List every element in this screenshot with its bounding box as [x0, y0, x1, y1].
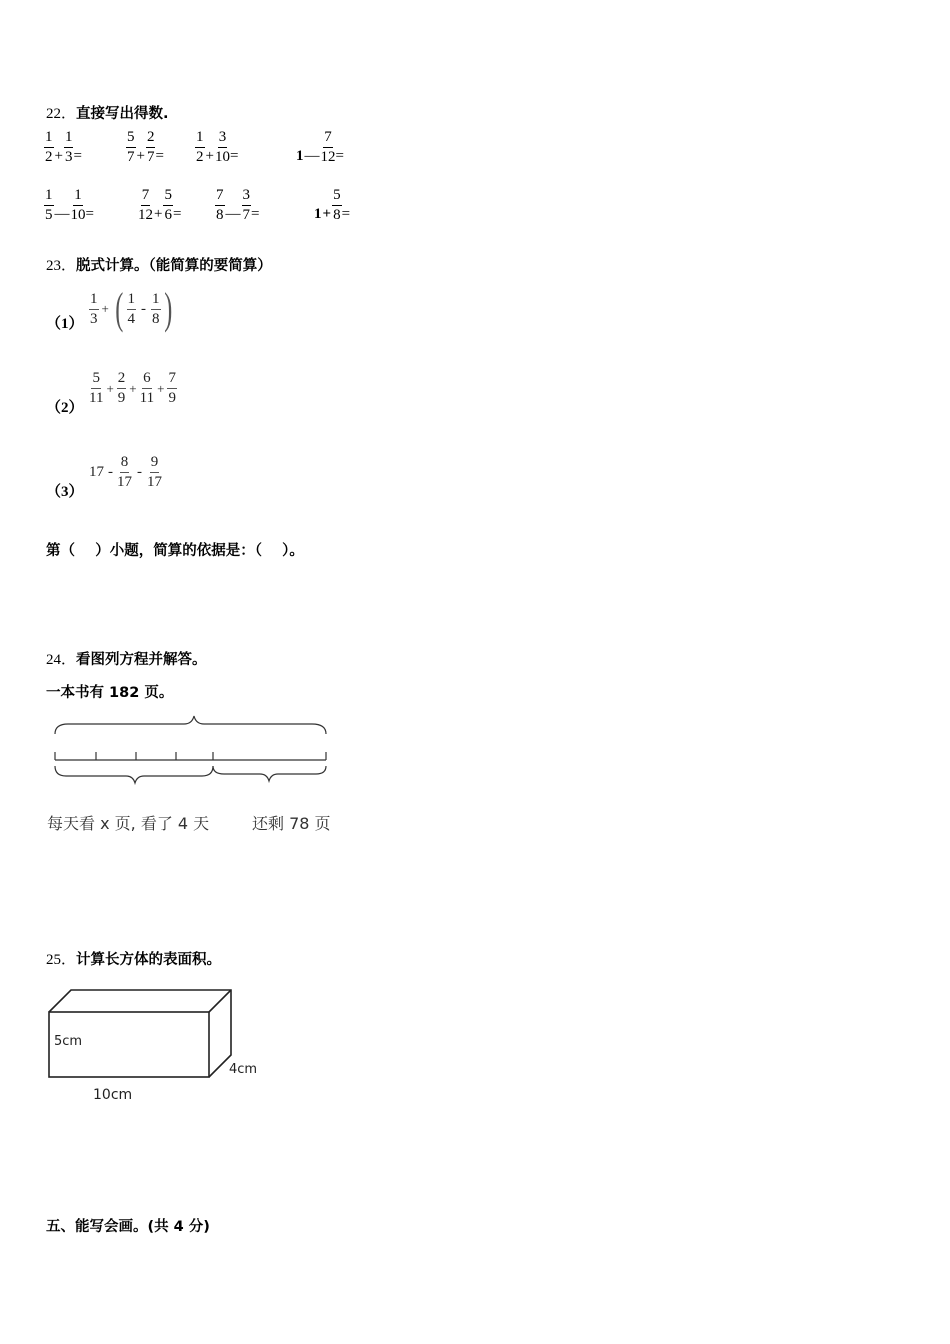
q22-r2-item2: $\frac{7}{12}$ + $\frac{5}{6}$ =: [138, 187, 182, 223]
q23-expr-1: $\frac{1}{3}$ + ( $\frac{1}{4}$ - $\frac{1}{8}$ ): [90, 284, 172, 333]
depth-label: 4cm: [229, 1062, 258, 1077]
q25-heading: [46, 948, 221, 969]
q23-heading: [46, 254, 272, 275]
total-brace: [55, 716, 326, 734]
q23-expr-2: $\frac{5}{11}$ + $\frac{2}{9}$ + $\frac{6}{11}$ + $\frac{7}{9}$: [89, 370, 176, 406]
q23-expr-3: 17 - $\frac{8}{17}$ - $\frac{9}{17}$: [89, 454, 162, 490]
q22-r2-item3: $\frac{7}{8}$ — $\frac{3}{7}$ =: [216, 187, 260, 223]
q22-r1-item1: $\frac{1}{2}$ + $\frac{1}{3}$ =: [45, 129, 82, 165]
q23-footer: 第（ ）小题，简算的依据是：（ ）。: [46, 543, 304, 559]
left-brace: [55, 766, 213, 783]
q24-statement: 一本书有 182 页。: [46, 685, 174, 701]
right-brace: [213, 766, 326, 781]
q22-r1-item3: $\frac{1}{2}$ + $\frac{3}{10}$ =: [196, 129, 239, 165]
q23-number: 23．: [46, 258, 77, 274]
q23-label-1: （1）: [46, 316, 84, 332]
q22-title: 直接写出得数.: [76, 106, 169, 122]
q24-number: 24．: [46, 652, 77, 668]
q22-number: 22．: [46, 106, 77, 122]
q22-heading: [46, 102, 169, 123]
q24-heading: [46, 648, 207, 669]
caption-left: 每天看 x 页, 看了 4 天: [47, 814, 210, 833]
segment-diagram: [46, 712, 336, 792]
height-label: 5cm: [54, 1034, 83, 1049]
q22-r2-item1: $\frac{1}{5}$ — $\frac{1}{10}$ =: [45, 187, 94, 223]
q25-number: 25．: [46, 952, 77, 968]
q24-title: 看图列方程并解答。: [76, 652, 207, 668]
q23-title: 脱式计算。（能简算的要简算）: [76, 258, 272, 274]
q25-title: 计算长方体的表面积。: [76, 952, 222, 968]
q22-r2-item4: 1+ $\frac{5}{8}$ =: [314, 187, 351, 223]
q22-r1-item2: $\frac{5}{7}$ + $\frac{2}{7}$ =: [127, 129, 164, 165]
caption-right: 还剩 78 页: [252, 814, 331, 833]
q23-label-2: （2）: [46, 400, 84, 416]
q22-r1-item4: 1— $\frac{7}{12}$ =: [296, 129, 344, 165]
q23-label-3: （3）: [46, 484, 84, 500]
cuboid-top-right-edge: [209, 990, 231, 1012]
section5-title: 五、能写会画。(共 4 分): [46, 1219, 210, 1235]
length-label: 10cm: [93, 1087, 133, 1103]
